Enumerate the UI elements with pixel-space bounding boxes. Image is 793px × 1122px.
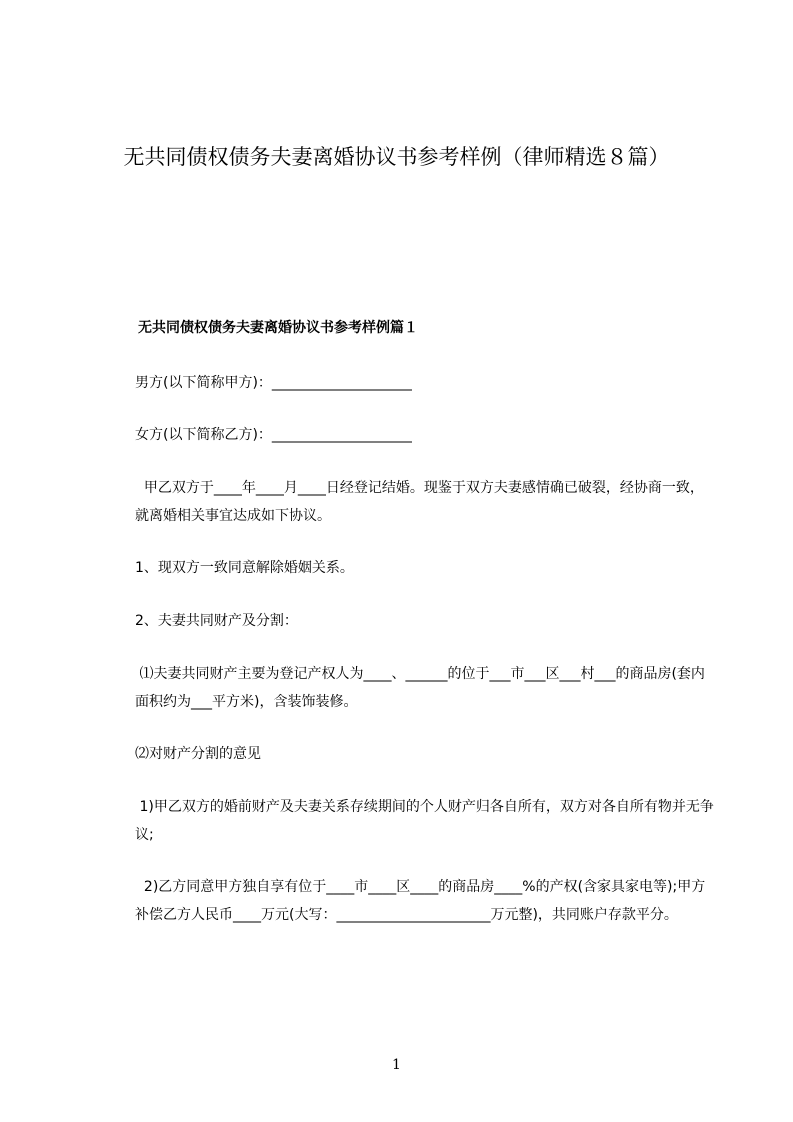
paragraph-division-opinion: ⑵对财产分割的意见 <box>135 746 261 762</box>
paragraph-premarital-property: 1)甲乙双方的婚前财产及夫妻关系存续期间的个人财产归各自所有，双方对各自所有物并无争议; <box>135 799 714 843</box>
paragraph-female-party: 女方(以下简称乙方)：____________________ <box>135 427 412 443</box>
page-title: 无共同债权债务夫妻离婚协议书参考样例（律师精选８篇） <box>123 145 670 169</box>
paragraph-clause-2: 2、夫妻共同财产及分割： <box>135 613 298 629</box>
page-number: 1 <box>392 1057 401 1073</box>
section-title: 无共同债权债务夫妻离婚协议书参考样例篇１ <box>138 320 418 336</box>
paragraph-joint-property: ⑴夫妻共同财产主要为登记产权人为____、______的位于___市___区___村___的商品房(套内面积约为___平方米)，含装饰装修。 <box>135 666 705 710</box>
paragraph-marriage-registration: 甲乙双方于____年____月____日经登记结婚。现鉴于双方夫妻感情确已破裂，经协商一致，就离婚相关事宜达成如下协议。 <box>135 480 704 524</box>
paragraph-house-compensation: 2)乙方同意甲方独自享有位于____市____区____的商品房____%的产权(含家具家电等);甲方补偿乙方人民币____万元(大写：______________________万元整)，共同账户存款平分。 <box>135 879 706 923</box>
paragraph-male-party: 男方(以下简称甲方)：____________________ <box>135 375 412 391</box>
paragraph-clause-1: 1、现双方一致同意解除婚姻关系。 <box>135 560 354 576</box>
